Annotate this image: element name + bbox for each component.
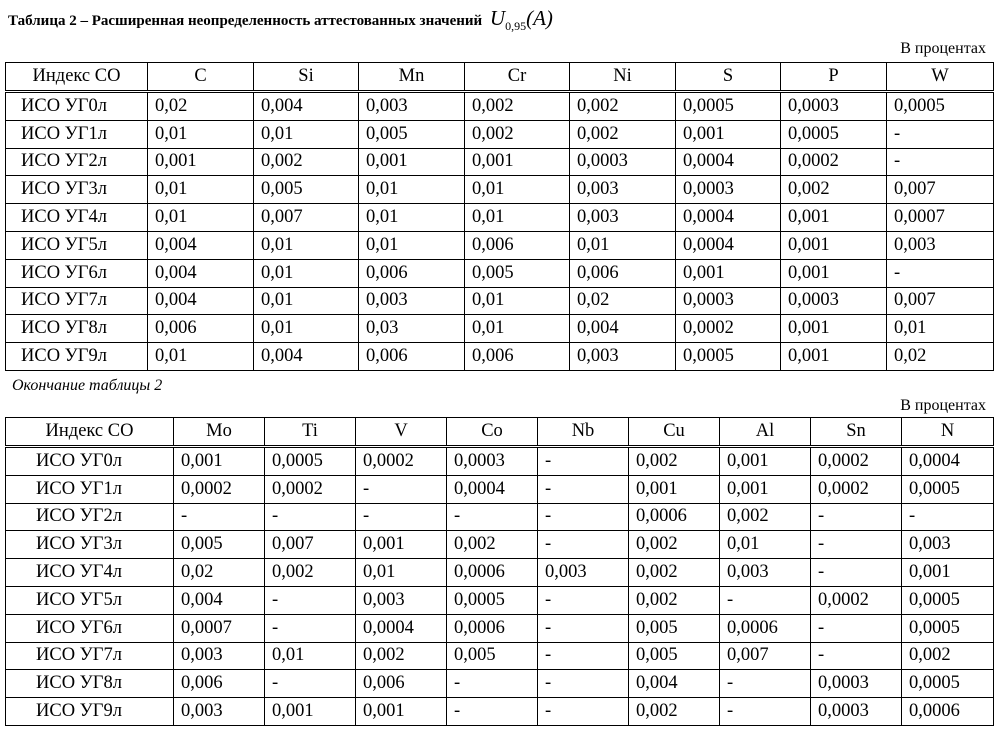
row-index-cell: ИСО УГ6л bbox=[6, 259, 148, 287]
table-row bbox=[6, 92, 994, 121]
value-cell: - bbox=[356, 475, 447, 503]
value-cell: 0,0003 bbox=[781, 287, 887, 315]
value-cell: - bbox=[720, 670, 811, 698]
value-cell: 0,0006 bbox=[447, 614, 538, 642]
column-header-n: N bbox=[902, 418, 994, 447]
value-cell: 0,02 bbox=[148, 92, 254, 121]
value-cell: 0,002 bbox=[720, 503, 811, 531]
row-index-cell: ИСО УГ7л bbox=[6, 642, 174, 670]
value-cell: 0,01 bbox=[148, 120, 254, 148]
value-cell: 0,0006 bbox=[447, 559, 538, 587]
row-index-cell: ИСО УГ5л bbox=[6, 231, 148, 259]
row-index-cell: ИСО УГ9л bbox=[6, 698, 174, 726]
table-row bbox=[6, 642, 994, 670]
title-text: – Расширенная неопределенность аттестованных значений bbox=[76, 13, 486, 29]
column-header-al: Al bbox=[720, 418, 811, 447]
value-cell: 0,01 bbox=[359, 231, 465, 259]
value-cell: 0,004 bbox=[148, 287, 254, 315]
value-cell: 0,002 bbox=[902, 642, 994, 670]
value-cell: 0,007 bbox=[265, 531, 356, 559]
value-cell: 0,0002 bbox=[676, 315, 781, 343]
table2-header-row bbox=[6, 418, 994, 447]
row-index-cell: ИСО УГ0л bbox=[6, 447, 174, 476]
column-header-s: S bbox=[676, 63, 781, 92]
value-cell: 0,007 bbox=[254, 204, 359, 232]
value-cell: 0,0004 bbox=[676, 231, 781, 259]
table2-body bbox=[6, 447, 994, 726]
value-cell: 0,002 bbox=[465, 120, 570, 148]
value-cell: - bbox=[265, 586, 356, 614]
value-cell: - bbox=[538, 670, 629, 698]
value-cell: 0,0005 bbox=[447, 586, 538, 614]
value-cell: 0,0006 bbox=[629, 503, 720, 531]
value-cell: 0,01 bbox=[148, 204, 254, 232]
value-cell: 0,001 bbox=[356, 698, 447, 726]
value-cell: 0,004 bbox=[148, 259, 254, 287]
table-row bbox=[6, 343, 994, 371]
value-cell: 0,001 bbox=[781, 259, 887, 287]
value-cell: 0,005 bbox=[174, 531, 265, 559]
column-header-c: C bbox=[148, 63, 254, 92]
value-cell: 0,0005 bbox=[676, 92, 781, 121]
table-title bbox=[8, 6, 553, 34]
value-cell: 0,006 bbox=[359, 259, 465, 287]
value-cell: 0,0002 bbox=[174, 475, 265, 503]
row-index-cell: ИСО УГ5л bbox=[6, 586, 174, 614]
value-cell: 0,005 bbox=[447, 642, 538, 670]
value-cell: - bbox=[265, 670, 356, 698]
value-cell: 0,002 bbox=[629, 698, 720, 726]
value-cell: 0,001 bbox=[174, 447, 265, 476]
value-cell: 0,0004 bbox=[676, 204, 781, 232]
value-cell: - bbox=[887, 259, 994, 287]
table1-body bbox=[6, 92, 994, 371]
value-cell: 0,003 bbox=[570, 176, 676, 204]
value-cell: 0,0003 bbox=[676, 287, 781, 315]
value-cell: - bbox=[720, 586, 811, 614]
value-cell: 0,01 bbox=[887, 315, 994, 343]
row-index-cell: ИСО УГ9л bbox=[6, 343, 148, 371]
value-cell: 0,002 bbox=[254, 148, 359, 176]
value-cell: 0,0005 bbox=[902, 586, 994, 614]
value-cell: 0,004 bbox=[148, 231, 254, 259]
value-cell: 0,001 bbox=[720, 447, 811, 476]
row-index-cell: ИСО УГ8л bbox=[6, 670, 174, 698]
value-cell: 0,001 bbox=[781, 315, 887, 343]
value-cell: 0,0007 bbox=[887, 204, 994, 232]
row-index-cell: ИСО УГ0л bbox=[6, 92, 148, 121]
value-cell: 0,006 bbox=[359, 343, 465, 371]
row-index-cell: ИСО УГ1л bbox=[6, 475, 174, 503]
value-cell: 0,003 bbox=[570, 204, 676, 232]
row-index-cell: ИСО УГ2л bbox=[6, 148, 148, 176]
value-cell: 0,003 bbox=[902, 531, 994, 559]
table-row bbox=[6, 176, 994, 204]
value-cell: 0,005 bbox=[359, 120, 465, 148]
value-cell: 0,01 bbox=[720, 531, 811, 559]
value-cell: 0,004 bbox=[174, 586, 265, 614]
value-cell: 0,0005 bbox=[902, 670, 994, 698]
value-cell: - bbox=[265, 614, 356, 642]
value-cell: - bbox=[887, 120, 994, 148]
value-cell: 0,0007 bbox=[174, 614, 265, 642]
table-row bbox=[6, 559, 994, 587]
value-cell: 0,0003 bbox=[570, 148, 676, 176]
table-row bbox=[6, 287, 994, 315]
value-cell: 0,02 bbox=[570, 287, 676, 315]
value-cell: 0,006 bbox=[465, 343, 570, 371]
value-cell: 0,0002 bbox=[781, 148, 887, 176]
value-cell: 0,005 bbox=[629, 614, 720, 642]
value-cell: 0,001 bbox=[265, 698, 356, 726]
value-cell: 0,01 bbox=[356, 559, 447, 587]
column-header-co: Co bbox=[447, 418, 538, 447]
value-cell: 0,002 bbox=[629, 559, 720, 587]
value-cell: - bbox=[720, 698, 811, 726]
value-cell: 0,01 bbox=[465, 287, 570, 315]
table2 bbox=[5, 417, 994, 726]
value-cell: 0,0005 bbox=[902, 614, 994, 642]
value-cell: 0,002 bbox=[570, 92, 676, 121]
table-number: Таблица 2 bbox=[8, 13, 77, 29]
value-cell: - bbox=[902, 503, 994, 531]
value-cell: 0,002 bbox=[629, 531, 720, 559]
table-row bbox=[6, 475, 994, 503]
value-cell: 0,0002 bbox=[811, 447, 902, 476]
row-index-cell: ИСО УГ7л bbox=[6, 287, 148, 315]
value-cell: - bbox=[538, 698, 629, 726]
value-cell: 0,002 bbox=[570, 120, 676, 148]
value-cell: - bbox=[538, 586, 629, 614]
value-cell: - bbox=[174, 503, 265, 531]
table-row bbox=[6, 698, 994, 726]
row-index-cell: ИСО УГ3л bbox=[6, 531, 174, 559]
continuation-caption: Окончание таблицы 2 bbox=[12, 377, 163, 394]
value-cell: 0,002 bbox=[629, 447, 720, 476]
value-cell: - bbox=[538, 614, 629, 642]
value-cell: 0,003 bbox=[174, 642, 265, 670]
value-cell: 0,001 bbox=[359, 148, 465, 176]
row-index-cell: ИСО УГ1л bbox=[6, 120, 148, 148]
value-cell: 0,01 bbox=[148, 176, 254, 204]
value-cell: 0,007 bbox=[887, 287, 994, 315]
value-cell: 0,002 bbox=[265, 559, 356, 587]
value-cell: - bbox=[447, 698, 538, 726]
column-header-ni: Ni bbox=[570, 63, 676, 92]
value-cell: 0,003 bbox=[720, 559, 811, 587]
column-header-nb: Nb bbox=[538, 418, 629, 447]
value-cell: 0,001 bbox=[720, 475, 811, 503]
table-row bbox=[6, 315, 994, 343]
value-cell: 0,002 bbox=[781, 176, 887, 204]
value-cell: 0,005 bbox=[465, 259, 570, 287]
value-cell: 0,01 bbox=[254, 120, 359, 148]
value-cell: 0,0003 bbox=[676, 176, 781, 204]
table-row bbox=[6, 231, 994, 259]
value-cell: 0,001 bbox=[781, 343, 887, 371]
value-cell: 0,01 bbox=[465, 204, 570, 232]
column-header-w: W bbox=[887, 63, 994, 92]
value-cell: - bbox=[811, 559, 902, 587]
value-cell: 0,006 bbox=[570, 259, 676, 287]
value-cell: 0,01 bbox=[254, 315, 359, 343]
value-cell: - bbox=[811, 531, 902, 559]
value-cell: 0,003 bbox=[356, 586, 447, 614]
value-cell: 0,0004 bbox=[447, 475, 538, 503]
value-cell: 0,007 bbox=[887, 176, 994, 204]
value-cell: 0,003 bbox=[538, 559, 629, 587]
value-cell: 0,004 bbox=[254, 92, 359, 121]
value-cell: - bbox=[811, 503, 902, 531]
value-cell: - bbox=[538, 642, 629, 670]
value-cell: - bbox=[538, 447, 629, 476]
value-cell: 0,01 bbox=[254, 287, 359, 315]
value-cell: 0,01 bbox=[265, 642, 356, 670]
value-cell: 0,01 bbox=[465, 315, 570, 343]
value-cell: 0,002 bbox=[447, 531, 538, 559]
value-cell: 0,002 bbox=[465, 92, 570, 121]
value-cell: 0,02 bbox=[887, 343, 994, 371]
value-cell: 0,003 bbox=[570, 343, 676, 371]
value-cell: 0,02 bbox=[174, 559, 265, 587]
value-cell: 0,005 bbox=[629, 642, 720, 670]
value-cell: 0,006 bbox=[174, 670, 265, 698]
value-cell: - bbox=[887, 148, 994, 176]
value-cell: 0,03 bbox=[359, 315, 465, 343]
column-header-si: Si bbox=[254, 63, 359, 92]
value-cell: - bbox=[265, 503, 356, 531]
value-cell: - bbox=[811, 642, 902, 670]
row-index-cell: ИСО УГ2л bbox=[6, 503, 174, 531]
value-cell: 0,006 bbox=[465, 231, 570, 259]
value-cell: 0,003 bbox=[359, 287, 465, 315]
value-cell: 0,01 bbox=[148, 343, 254, 371]
value-cell: 0,0006 bbox=[720, 614, 811, 642]
value-cell: 0,01 bbox=[465, 176, 570, 204]
value-cell: - bbox=[447, 503, 538, 531]
column-header-cu: Cu bbox=[629, 418, 720, 447]
column-header-mo: Mo bbox=[174, 418, 265, 447]
value-cell: 0,0005 bbox=[676, 343, 781, 371]
value-cell: 0,001 bbox=[629, 475, 720, 503]
value-cell: 0,001 bbox=[676, 120, 781, 148]
value-cell: 0,001 bbox=[902, 559, 994, 587]
column-header-cr: Cr bbox=[465, 63, 570, 92]
value-cell: 0,01 bbox=[254, 231, 359, 259]
value-cell: 0,0003 bbox=[781, 92, 887, 121]
value-cell: 0,0004 bbox=[356, 614, 447, 642]
row-index-cell: ИСО УГ4л bbox=[6, 204, 148, 232]
table-row bbox=[6, 670, 994, 698]
value-cell: 0,01 bbox=[570, 231, 676, 259]
column-header-ti: Ti bbox=[265, 418, 356, 447]
value-cell: 0,0003 bbox=[811, 698, 902, 726]
value-cell: 0,01 bbox=[359, 204, 465, 232]
value-cell: 0,0002 bbox=[265, 475, 356, 503]
value-cell: 0,0006 bbox=[902, 698, 994, 726]
column-header-mn: Mn bbox=[359, 63, 465, 92]
value-cell: 0,004 bbox=[629, 670, 720, 698]
column-header-v: V bbox=[356, 418, 447, 447]
table1 bbox=[5, 62, 994, 371]
table-row bbox=[6, 586, 994, 614]
table-row bbox=[6, 148, 994, 176]
value-cell: - bbox=[447, 670, 538, 698]
table-row bbox=[6, 503, 994, 531]
value-cell: 0,006 bbox=[148, 315, 254, 343]
value-cell: 0,0005 bbox=[265, 447, 356, 476]
value-cell: 0,0004 bbox=[676, 148, 781, 176]
value-cell: 0,0003 bbox=[811, 670, 902, 698]
value-cell: 0,007 bbox=[720, 642, 811, 670]
value-cell: 0,003 bbox=[887, 231, 994, 259]
value-cell: 0,001 bbox=[781, 231, 887, 259]
value-cell: - bbox=[811, 614, 902, 642]
table-row bbox=[6, 204, 994, 232]
table2-unit: В процентах bbox=[900, 397, 986, 414]
formula-argument: (A) bbox=[526, 6, 553, 30]
value-cell: 0,01 bbox=[254, 259, 359, 287]
value-cell: 0,001 bbox=[676, 259, 781, 287]
value-cell: 0,0005 bbox=[887, 92, 994, 121]
value-cell: - bbox=[538, 503, 629, 531]
value-cell: 0,01 bbox=[359, 176, 465, 204]
formula-subscript: 0,95 bbox=[505, 19, 527, 34]
value-cell: 0,006 bbox=[356, 670, 447, 698]
value-cell: 0,0002 bbox=[811, 586, 902, 614]
formula-symbol: U bbox=[489, 6, 506, 30]
value-cell: 0,002 bbox=[629, 586, 720, 614]
row-index-cell: ИСО УГ3л bbox=[6, 176, 148, 204]
value-cell: 0,0002 bbox=[811, 475, 902, 503]
table-row bbox=[6, 614, 994, 642]
value-cell: 0,001 bbox=[356, 531, 447, 559]
column-header-p: P bbox=[781, 63, 887, 92]
table-row bbox=[6, 120, 994, 148]
row-index-cell: ИСО УГ6л bbox=[6, 614, 174, 642]
value-cell: 0,001 bbox=[781, 204, 887, 232]
value-cell: 0,0005 bbox=[781, 120, 887, 148]
row-index-cell: ИСО УГ4л bbox=[6, 559, 174, 587]
value-cell: 0,0004 bbox=[902, 447, 994, 476]
value-cell: 0,003 bbox=[359, 92, 465, 121]
row-index-cell: ИСО УГ8л bbox=[6, 315, 148, 343]
value-cell: 0,005 bbox=[254, 176, 359, 204]
table-row bbox=[6, 259, 994, 287]
table-row bbox=[6, 447, 994, 476]
table-row bbox=[6, 531, 994, 559]
value-cell: - bbox=[538, 475, 629, 503]
value-cell: 0,001 bbox=[148, 148, 254, 176]
column-header-index: Индекс СО bbox=[6, 418, 174, 447]
value-cell: - bbox=[356, 503, 447, 531]
value-cell: 0,004 bbox=[570, 315, 676, 343]
value-cell: 0,0005 bbox=[902, 475, 994, 503]
title-formula bbox=[489, 6, 553, 34]
value-cell: 0,0003 bbox=[447, 447, 538, 476]
value-cell: 0,004 bbox=[254, 343, 359, 371]
column-header-index: Индекс СО bbox=[6, 63, 148, 92]
table1-unit: В процентах bbox=[900, 40, 986, 57]
value-cell: 0,0002 bbox=[356, 447, 447, 476]
value-cell: 0,002 bbox=[356, 642, 447, 670]
table1-header-row bbox=[6, 63, 994, 92]
value-cell: 0,001 bbox=[465, 148, 570, 176]
value-cell: 0,003 bbox=[174, 698, 265, 726]
value-cell: - bbox=[538, 531, 629, 559]
column-header-sn: Sn bbox=[811, 418, 902, 447]
